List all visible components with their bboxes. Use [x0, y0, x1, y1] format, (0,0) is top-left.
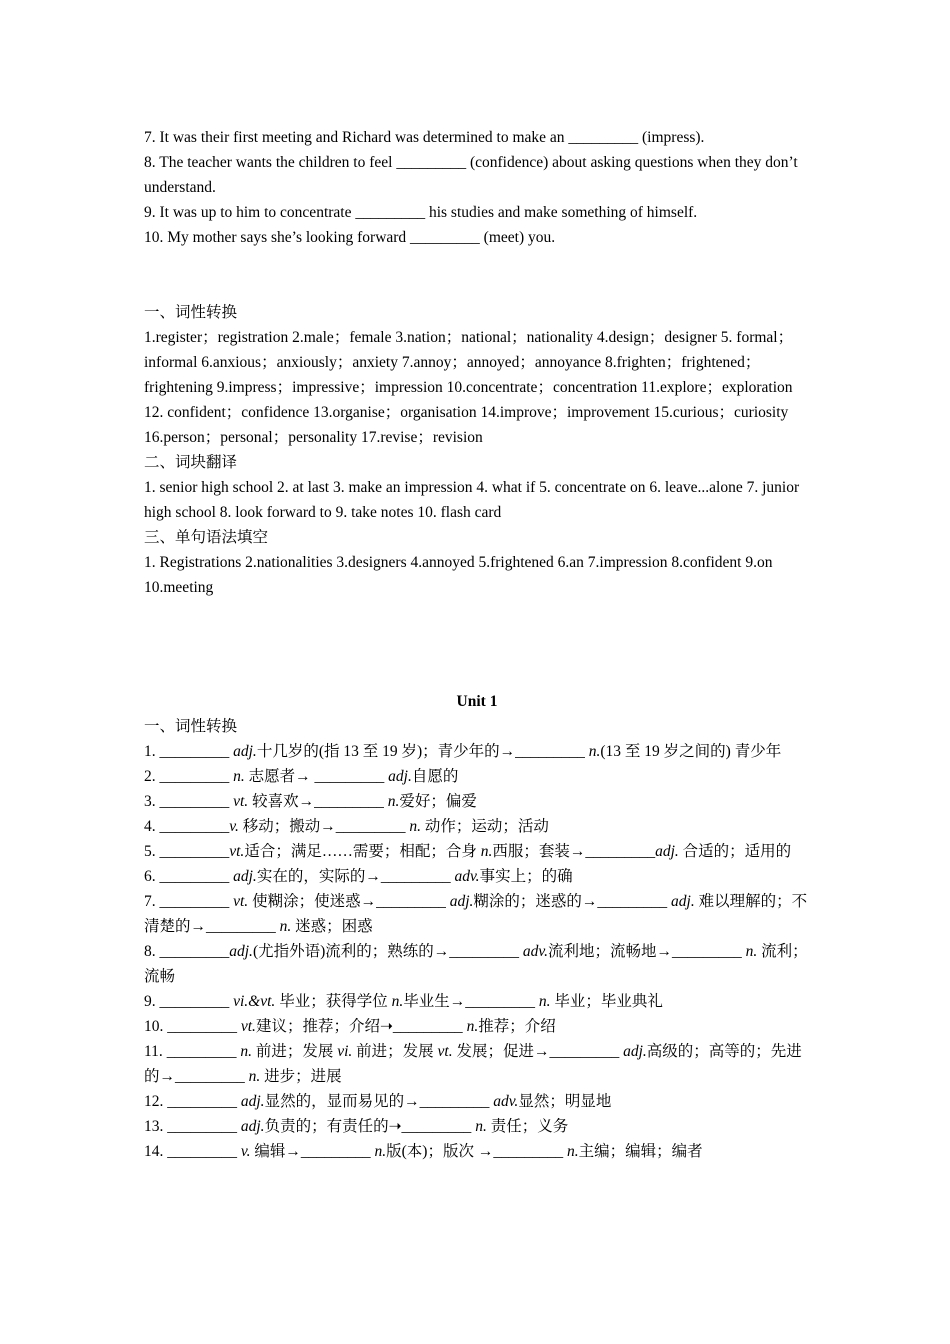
item-text: 迷惑；困惑	[291, 918, 373, 935]
part-of-speech: n.	[248, 1068, 261, 1085]
part-of-speech: adj.	[233, 743, 257, 760]
part-of-speech: n.	[409, 818, 421, 835]
item-text: _________	[155, 943, 230, 960]
part-of-speech: adj.	[388, 768, 412, 785]
exercise-item: 8. The teacher wants the children to feel _________ (confidence) about asking questions when they don’t understand.	[144, 154, 798, 196]
word-form-item	[144, 814, 810, 839]
word-form-item	[144, 1139, 810, 1164]
answer-section-heading: 三、单句语法填空	[144, 529, 269, 546]
item-text: 推荐；介绍	[478, 1018, 556, 1035]
item-text: 流利地；流畅地→_________	[548, 943, 746, 960]
item-text: 显然的，显而易见的→_________	[264, 1093, 494, 1110]
item-text: 难以理解的；不清楚的→_________	[144, 893, 808, 935]
item-text: 糊涂的；迷惑的→_________	[473, 893, 672, 910]
item-number: 2.	[144, 768, 156, 785]
exercise-item: 7. It was their first meeting and Richard was determined to make an _________ (impress).	[144, 129, 705, 146]
part-of-speech: n.	[279, 918, 292, 935]
item-text: _________	[155, 868, 234, 885]
item-text: 负责的；有责任的➝_________	[264, 1118, 476, 1135]
word-form-list	[144, 739, 810, 1164]
item-number: 1.	[144, 743, 156, 760]
item-text: _________	[155, 768, 234, 785]
item-text: 毕业生→_________	[403, 993, 539, 1010]
word-form-item	[144, 839, 810, 864]
part-of-speech: n.	[240, 1043, 252, 1060]
part-of-speech: n.	[466, 1018, 479, 1035]
word-form-item	[144, 739, 810, 764]
part-of-speech: vi.	[337, 1043, 353, 1060]
part-of-speech: n.	[387, 793, 400, 810]
item-text: 志愿者→ _________	[244, 768, 389, 785]
part-of-speech: vt.	[229, 843, 245, 860]
part-of-speech: vi.&vt.	[233, 993, 276, 1010]
part-of-speech: adv.	[522, 943, 548, 960]
part-of-speech: n.	[588, 743, 601, 760]
part-of-speech: adj.	[240, 1118, 265, 1135]
item-text: _________	[163, 1143, 241, 1160]
answer-key	[144, 300, 810, 600]
item-number: 7.	[144, 893, 156, 910]
exercise-list	[144, 125, 810, 250]
item-text: 适合；满足……需要；相配；合身	[244, 843, 481, 860]
answer-section-heading: 一、词性转换	[144, 304, 238, 321]
part-of-speech: n.	[475, 1118, 487, 1135]
item-text: 较喜欢→_________	[248, 793, 388, 810]
part-of-speech: vt.	[233, 893, 249, 910]
item-text: 爱好；偏爱	[399, 793, 477, 810]
item-number: 12.	[144, 1093, 164, 1110]
item-text: _________	[155, 793, 234, 810]
item-text: _________	[163, 1093, 241, 1110]
item-text: 移动；搬动→_________	[238, 818, 410, 835]
item-text: 实在的，实际的→_________	[256, 868, 455, 885]
item-text: 版(本)；版次 →_________	[386, 1143, 567, 1160]
part-of-speech: n.	[374, 1143, 387, 1160]
item-text: 编辑→_________	[250, 1143, 375, 1160]
item-text: 前进；发展	[352, 1043, 438, 1060]
exercise-item: 10. My mother says she’s looking forward _________ (meet) you.	[144, 229, 556, 246]
item-number: 14.	[144, 1143, 164, 1160]
item-text: 合适的；适用的	[678, 843, 792, 860]
item-number: 6.	[144, 868, 156, 885]
part-of-speech: adj.	[229, 943, 253, 960]
part-of-speech: n.	[745, 943, 758, 960]
item-number: 9.	[144, 993, 156, 1010]
item-number: 10.	[144, 1018, 164, 1035]
part-of-speech: adj.	[623, 1043, 647, 1060]
part-of-speech: v.	[240, 1143, 251, 1160]
answer-section-text: 1. Registrations 2.nationalities 3.designers 4.annoyed 5.frightened 6.an 7.impression 8.confident 9.on 10.meeting	[144, 554, 773, 596]
part-of-speech: adj.	[240, 1093, 265, 1110]
item-text: 毕业；获得学位	[275, 993, 392, 1010]
part-of-speech: n.	[480, 843, 493, 860]
word-form-item	[144, 764, 810, 789]
item-text: _________	[155, 743, 234, 760]
item-number: 4.	[144, 818, 156, 835]
item-text: _________	[155, 843, 230, 860]
item-number: 5.	[144, 843, 156, 860]
part-of-speech: n.	[566, 1143, 579, 1160]
unit-section-heading: 一、词性转换	[144, 718, 238, 735]
answer-section-text: 1. senior high school 2. at last 3. make an impression 4. what if 5. concentrate on 6. leave...alone 7. junior high school 8. look forward to 9. take notes 10. flash card	[144, 479, 800, 521]
item-text: _________	[155, 993, 234, 1010]
word-form-item	[144, 864, 810, 889]
spacer	[144, 250, 810, 300]
item-number: 13.	[144, 1118, 164, 1135]
answer-section-heading: 二、词块翻译	[144, 454, 238, 471]
part-of-speech: adj.	[655, 843, 679, 860]
exercise-item: 9. It was up to him to concentrate _________ his studies and make something of himself.	[144, 204, 698, 221]
part-of-speech: adj.	[449, 893, 474, 910]
item-text: _________	[155, 818, 230, 835]
item-text: 十几岁的(指 13 至 19 岁)；青少年的→_________	[256, 743, 589, 760]
item-text: _________	[162, 1043, 241, 1060]
part-of-speech: vt.	[437, 1043, 453, 1060]
part-of-speech: adv.	[454, 868, 480, 885]
item-text: 责任；义务	[486, 1118, 569, 1135]
word-form-item	[144, 1089, 810, 1114]
word-form-item	[144, 989, 810, 1014]
item-text: 西服；套装→_________	[492, 843, 656, 860]
unit-title: Unit 1	[456, 693, 498, 710]
part-of-speech: vt.	[233, 793, 249, 810]
part-of-speech: adj.	[233, 868, 257, 885]
item-text: 进步；进展	[260, 1068, 342, 1085]
item-number: 11.	[144, 1043, 163, 1060]
item-text: 主编；编辑；编者	[578, 1143, 703, 1160]
item-text: 事实上；的确	[479, 868, 573, 885]
answer-section-text: 1.register；registration 2.male；female 3.nation；national；nationality 4.design；designer 5. formal；informal 6.anxious；anxiously；anxiety 7.annoy；annoyed；annoyance 8.frighten；frightened；frightening 9.impress；impressive；impression 10.concentrate；concentration 11.explore；exploration 12. confident；confidence 13.organise；organisation 14.improve；improvement 15.curious；curiosity 16.person；personal；personality 17.revise；revision	[144, 329, 794, 446]
item-text: 显然；明显地	[518, 1093, 612, 1110]
part-of-speech: adj.	[671, 893, 695, 910]
part-of-speech: adv.	[493, 1093, 519, 1110]
word-form-item	[144, 939, 810, 989]
word-form-item	[144, 1014, 810, 1039]
part-of-speech: vt.	[240, 1018, 256, 1035]
spacer	[144, 600, 810, 689]
document-page	[144, 125, 810, 1164]
word-form-item	[144, 1114, 810, 1139]
item-text: 建议；推荐；介绍➝_________	[255, 1018, 467, 1035]
item-text: 流利；流畅	[144, 943, 808, 985]
word-form-item	[144, 1039, 810, 1089]
item-text: 发展；促进→_________	[452, 1043, 624, 1060]
item-text: 动作；运动；活动	[421, 818, 549, 835]
part-of-speech: n.	[538, 993, 551, 1010]
part-of-speech: n.	[233, 768, 245, 785]
item-text: _________	[163, 1118, 241, 1135]
item-text: 高级的；高等的；先进的→_________	[144, 1043, 802, 1085]
item-text: 前进；发展	[251, 1043, 338, 1060]
part-of-speech: n.	[391, 993, 404, 1010]
item-number: 3.	[144, 793, 156, 810]
word-form-item	[144, 889, 810, 939]
item-text: (13 至 19 岁之间的) 青少年	[600, 743, 782, 760]
item-text: (尤指外语)流利的；熟练的→_________	[252, 943, 523, 960]
item-text: _________	[163, 1018, 241, 1035]
item-text: _________	[155, 893, 234, 910]
word-form-item	[144, 789, 810, 814]
item-text: 自愿的	[411, 768, 459, 785]
item-text: 使糊涂；使迷惑→_________	[248, 893, 450, 910]
item-number: 8.	[144, 943, 156, 960]
part-of-speech: v.	[229, 818, 239, 835]
item-text: 毕业；毕业典礼	[550, 993, 663, 1010]
